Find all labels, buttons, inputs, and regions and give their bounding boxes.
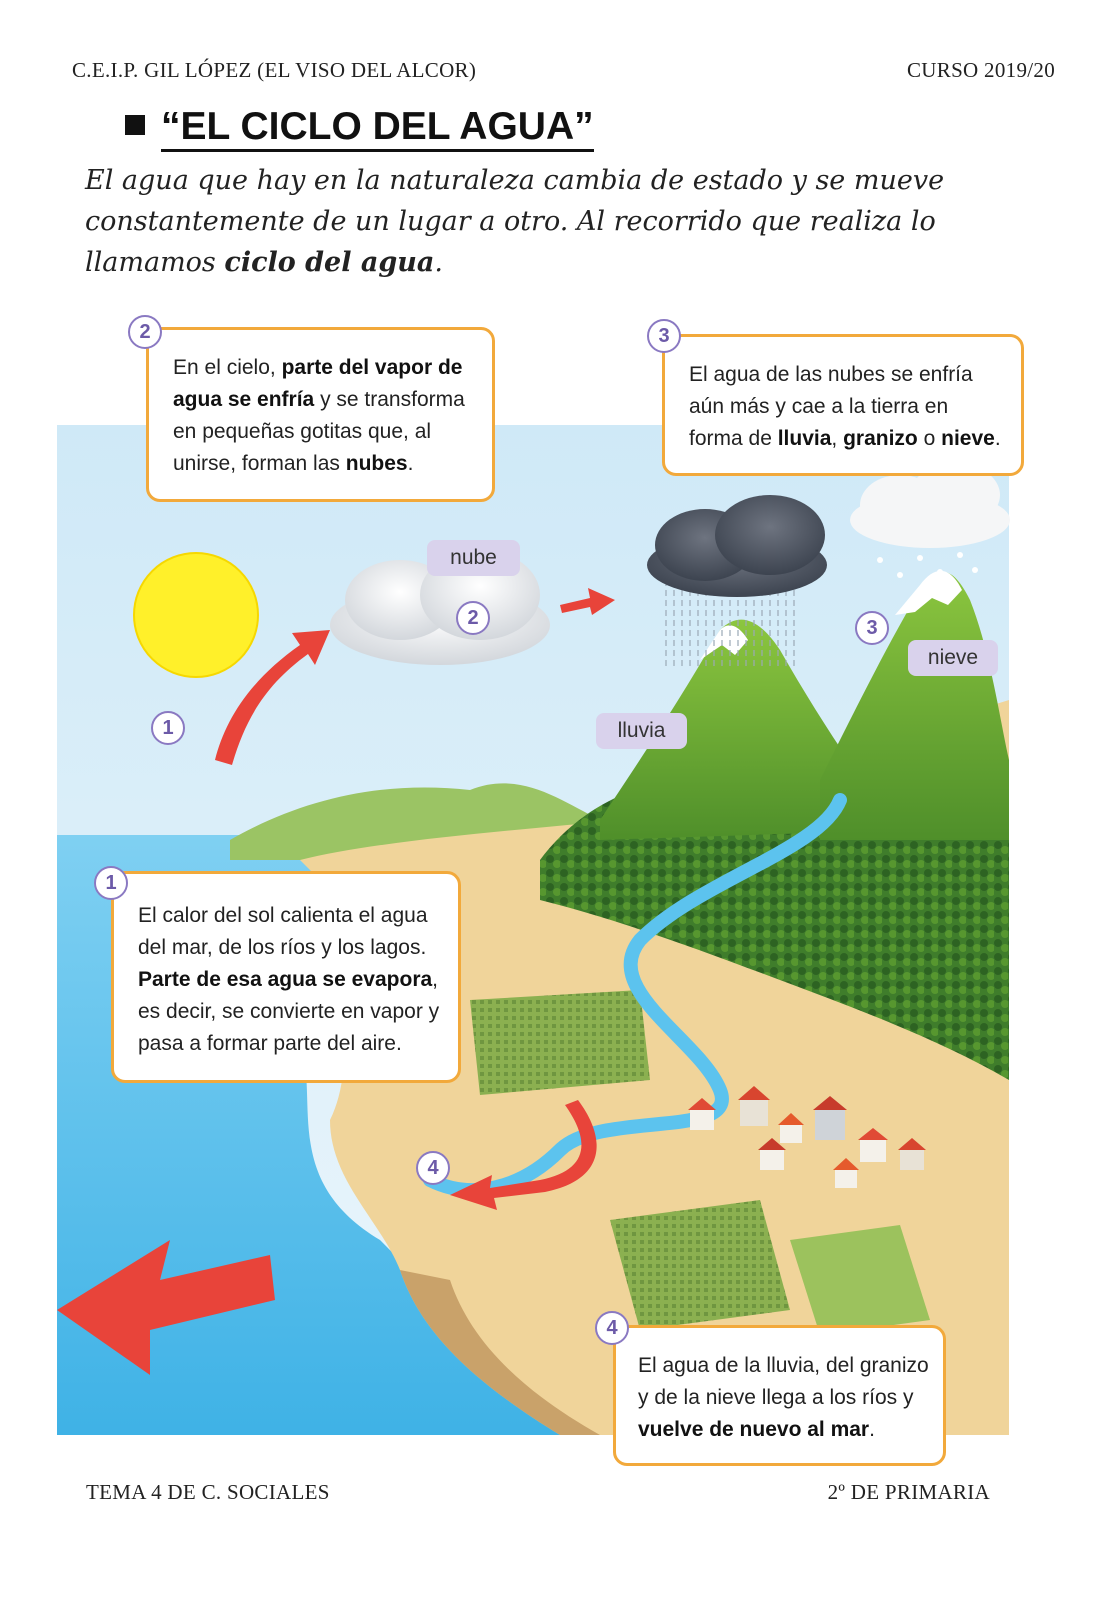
- explanation-box-2: [146, 327, 495, 502]
- sun-icon: [134, 553, 258, 677]
- box-bold-text: granizo: [843, 427, 918, 450]
- footer-grade: 2º DE PRIMARIA: [827, 1480, 990, 1504]
- snow-label: nieve: [908, 640, 998, 676]
- box-text: .: [869, 1418, 875, 1441]
- step-marker-1: 1: [151, 711, 185, 745]
- cloud-label: nube: [427, 540, 520, 576]
- box-number-1: 1: [94, 866, 128, 900]
- box-bold-text: parte del vapor de agua se enfría: [173, 356, 463, 411]
- box-bold-text: lluvia: [777, 427, 832, 450]
- box-bold-text: nieve: [941, 427, 995, 450]
- box-text: y se transforma en pequeñas gotitas que, al unirse, forman las: [173, 388, 465, 475]
- box-text: .: [994, 427, 1001, 450]
- field-top: [470, 990, 650, 1095]
- box-number-3: 3: [647, 319, 681, 353]
- rain-label: lluvia: [596, 713, 687, 749]
- header-course: CURSO 2019/20: [906, 58, 1055, 82]
- header-school: C.E.I.P. GIL LÓPEZ (EL VISO DEL ALCOR): [72, 58, 477, 82]
- explanation-box-4: [613, 1325, 946, 1466]
- box-text: ,: [831, 427, 844, 450]
- intro-end: .: [434, 247, 443, 278]
- box-text: .: [407, 452, 414, 475]
- box-text: En el cielo,: [173, 356, 282, 379]
- box-text: , es decir, se convierte en vapor y pasa a formar parte del aire.: [138, 968, 440, 1055]
- box-bold-text: nubes: [345, 452, 408, 475]
- box-bold-text: Parte de esa agua se evapora: [138, 968, 433, 991]
- field-bottom: [610, 1200, 790, 1330]
- step-marker-4: 4: [416, 1151, 450, 1185]
- footer-subject: TEMA 4 DE C. SOCIALES: [86, 1480, 330, 1504]
- box-text: El calor del sol calienta el agua del mar, de los ríos y los lagos.: [138, 904, 428, 959]
- intro-bold-term: ciclo del agua: [224, 247, 435, 278]
- box-text: o: [917, 427, 942, 450]
- box-bold-text: vuelve de nuevo al mar: [638, 1418, 870, 1441]
- title-text: “EL CICLO DEL AGUA”: [161, 105, 594, 152]
- step-marker-3: 3: [855, 611, 889, 645]
- box-number-4: 4: [595, 1311, 629, 1345]
- box-text: El agua de las nubes se enfría aún más y cae a la tierra en forma de: [689, 363, 973, 450]
- step-marker-2: 2: [456, 601, 490, 635]
- intro-text: El agua que hay en la naturaleza cambia de estado y se mueve constantemente de un lugar a otro. Al recorrido que realiza lo llamamos: [85, 165, 945, 278]
- explanation-box-3: [662, 334, 1024, 476]
- box-text: El agua de la lluvia, del granizo y de la nieve llega a los ríos y: [638, 1354, 929, 1409]
- explanation-box-1: [111, 871, 461, 1083]
- box-number-2: 2: [128, 315, 162, 349]
